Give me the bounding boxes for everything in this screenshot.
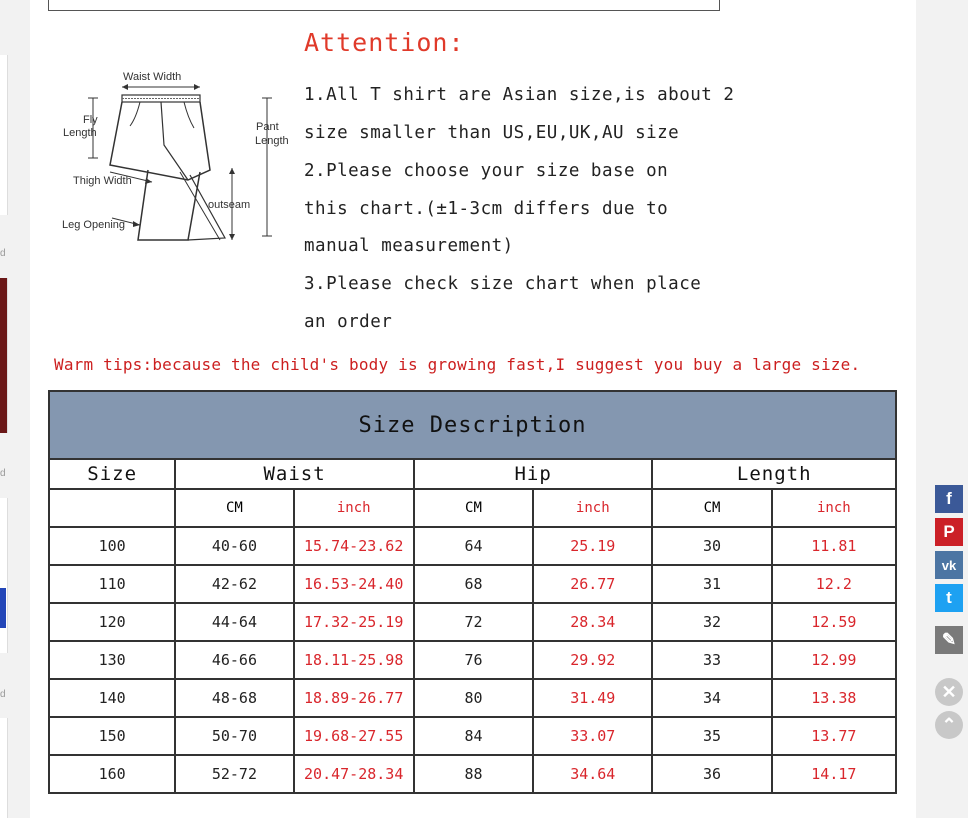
product-description: [30, 0, 916, 818]
pinterest-share-button[interactable]: [935, 518, 963, 546]
cell-waist-cm: 44-64: [175, 603, 293, 641]
header-length: Length: [652, 459, 896, 489]
table-row: [49, 755, 896, 793]
fly-length-label: Length: [63, 127, 97, 139]
thumbnail[interactable]: [0, 55, 8, 215]
cell-waist-cm: 52-72: [175, 755, 293, 793]
table-row: [49, 679, 896, 717]
left-thumbnail-strip: [0, 0, 20, 818]
cell-length-inch: 12.59: [772, 603, 896, 641]
size-chart-table: [48, 390, 897, 794]
cell-hip-inch: 33.07: [533, 717, 652, 755]
leg-opening-label: Leg Opening: [62, 219, 125, 231]
cell-length-inch: 13.38: [772, 679, 896, 717]
thigh-width-label: Thigh Width: [73, 175, 132, 187]
cell-length-cm: 35: [652, 717, 771, 755]
thumbnail[interactable]: [0, 718, 8, 818]
cell-hip-cm: 84: [414, 717, 533, 755]
attention-line: 3.Please check size chart when place: [304, 274, 702, 294]
cell-size: 160: [49, 755, 175, 793]
cell-waist-cm: 46-66: [175, 641, 293, 679]
header-waist: Waist: [175, 459, 414, 489]
cell-length-cm: 31: [652, 565, 771, 603]
cell-waist-inch: 16.53-24.40: [294, 565, 414, 603]
cell-length-cm: 33: [652, 641, 771, 679]
cell-size: 140: [49, 679, 175, 717]
unit-cell: inch: [533, 489, 652, 527]
unit-cell: CM: [414, 489, 533, 527]
pant-length-label: Length: [255, 135, 289, 147]
cell-hip-cm: 72: [414, 603, 533, 641]
close-share-button[interactable]: [935, 678, 963, 706]
cell-length-cm: 30: [652, 527, 771, 565]
cell-waist-cm: 50-70: [175, 717, 293, 755]
cell-hip-cm: 64: [414, 527, 533, 565]
cell-hip-cm: 80: [414, 679, 533, 717]
cell-waist-inch: 17.32-25.19: [294, 603, 414, 641]
cell-waist-inch: 18.11-25.98: [294, 641, 414, 679]
unit-cell: inch: [772, 489, 896, 527]
waist-width-label: Waist Width: [123, 71, 182, 83]
attention-line: size smaller than US,EU,UK,AU size: [304, 123, 680, 143]
table-row: [49, 527, 896, 565]
thumbnail-label: d: [0, 689, 6, 700]
cell-length-inch: 11.81: [772, 527, 896, 565]
cell-length-inch: 14.17: [772, 755, 896, 793]
cell-hip-inch: 34.64: [533, 755, 652, 793]
cell-size: 130: [49, 641, 175, 679]
table-title: Size Description: [49, 391, 896, 459]
unit-empty: [49, 489, 175, 527]
table-row: [49, 565, 896, 603]
cell-waist-inch: 19.68-27.55: [294, 717, 414, 755]
cell-length-inch: 12.99: [772, 641, 896, 679]
fly-label: Fly: [83, 114, 98, 126]
table-row: [49, 603, 896, 641]
cell-hip-inch: 31.49: [533, 679, 652, 717]
outseam-label: outseam: [208, 199, 251, 211]
attention-line: 2.Please choose your size base on: [304, 161, 669, 181]
close-icon: ✕: [941, 681, 957, 702]
cell-waist-inch: 15.74-23.62: [294, 527, 414, 565]
cell-waist-cm: 48-68: [175, 679, 293, 717]
cell-hip-cm: 88: [414, 755, 533, 793]
cell-waist-cm: 40-60: [175, 527, 293, 565]
vk-share-button[interactable]: [935, 551, 963, 579]
twitter-share-button[interactable]: [935, 584, 963, 612]
table-row: [49, 641, 896, 679]
cell-size: 150: [49, 717, 175, 755]
facebook-icon: f: [946, 489, 952, 508]
cell-hip-inch: 28.34: [533, 603, 652, 641]
pant-label: Pant: [256, 121, 279, 133]
cell-length-inch: 13.77: [772, 717, 896, 755]
warm-tips: Warm tips:because the child's body is growing fast,I suggest you buy a large size.: [54, 355, 861, 374]
header-hip: Hip: [414, 459, 653, 489]
thumbnail[interactable]: [0, 278, 8, 433]
attention-title: Attention:: [304, 28, 465, 57]
cell-hip-inch: 25.19: [533, 527, 652, 565]
twitter-icon: t: [946, 588, 952, 607]
cell-size: 110: [49, 565, 175, 603]
previous-image-frame: [48, 0, 720, 11]
cell-hip-cm: 76: [414, 641, 533, 679]
chevron-up-icon: ⌃: [941, 714, 957, 735]
scroll-top-button[interactable]: [935, 711, 963, 739]
unit-cell: inch: [294, 489, 414, 527]
cell-size: 120: [49, 603, 175, 641]
cell-waist-cm: 42-62: [175, 565, 293, 603]
cell-hip-inch: 26.77: [533, 565, 652, 603]
attention-line: 1.All T shirt are Asian size,is about 2: [304, 85, 735, 105]
thumbnail-label: d: [0, 248, 6, 259]
cell-length-cm: 36: [652, 755, 771, 793]
vk-icon: vk: [941, 557, 957, 573]
unit-cell: CM: [175, 489, 293, 527]
cell-size: 100: [49, 527, 175, 565]
edit-button[interactable]: [935, 626, 963, 654]
table-row: [49, 717, 896, 755]
attention-line: this chart.(±1-3cm differs due to: [304, 199, 669, 219]
cell-length-inch: 12.2: [772, 565, 896, 603]
pants-measurement-diagram: [60, 60, 300, 250]
attention-line: an order: [304, 312, 393, 332]
cell-waist-inch: 18.89-26.77: [294, 679, 414, 717]
header-size: Size: [49, 459, 175, 489]
cell-length-cm: 32: [652, 603, 771, 641]
attention-line: manual measurement): [304, 236, 514, 256]
thumbnail-label: d: [0, 468, 6, 479]
cell-length-cm: 34: [652, 679, 771, 717]
pinterest-icon: P: [943, 522, 955, 541]
pencil-icon: ✎: [941, 630, 957, 649]
cell-hip-inch: 29.92: [533, 641, 652, 679]
facebook-share-button[interactable]: [935, 485, 963, 513]
cell-hip-cm: 68: [414, 565, 533, 603]
thumbnail[interactable]: [0, 498, 8, 653]
cell-waist-inch: 20.47-28.34: [294, 755, 414, 793]
unit-cell: CM: [652, 489, 771, 527]
